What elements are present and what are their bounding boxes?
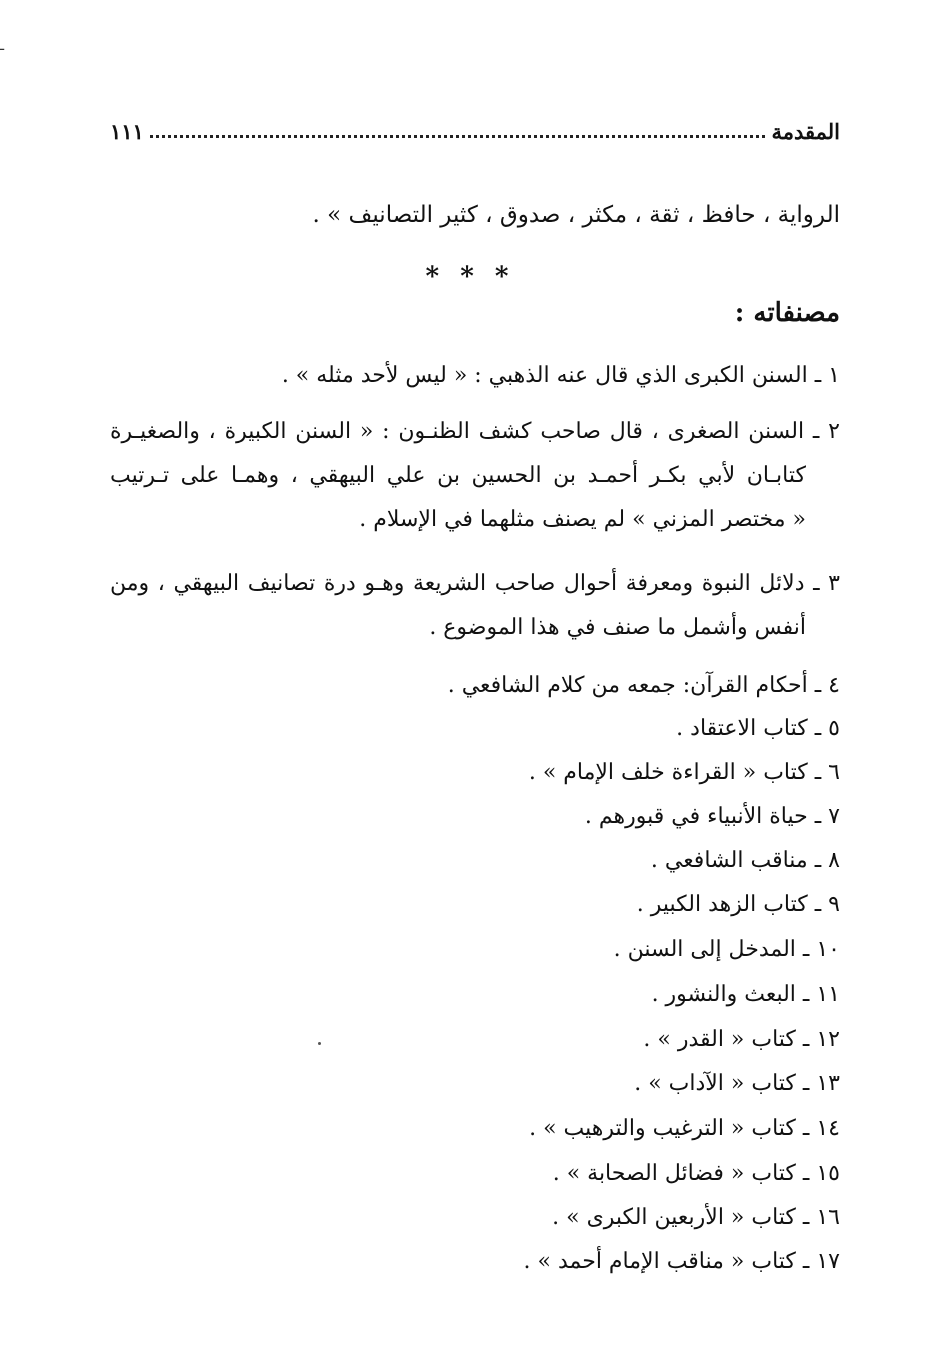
list-item xyxy=(110,562,840,650)
item-text: السنن الكبرى الذي قال عنه الذهبي : « ليس لأحد مثله » . xyxy=(281,363,808,388)
item-number: ١٢ ـ xyxy=(802,1027,840,1052)
item-number: ٦ ـ xyxy=(814,760,840,785)
item-text: كتاب « الآداب » . xyxy=(634,1071,796,1096)
corner-mark: ـ xyxy=(0,38,5,54)
item-text: المدخل إلى السنن . xyxy=(613,937,796,962)
item-number: ١٦ ـ xyxy=(802,1205,840,1230)
item-text: كتاب الزهد الكبير . xyxy=(636,892,808,917)
list-item xyxy=(643,1024,840,1056)
item-text: أحكام القرآن: جمعه من كلام الشافعي . xyxy=(447,673,808,698)
list-item xyxy=(553,1158,840,1190)
item-text: كتاب « فضائل الصحابة » . xyxy=(552,1161,796,1186)
intro-line: الرواية ، حافظ ، ثقة ، مكثر ، صدوق ، كثير التصانيف » . xyxy=(312,202,840,228)
item-text: كتاب « القدر » . xyxy=(643,1027,796,1052)
item-number: ١٣ ـ xyxy=(802,1071,840,1096)
scan-speck xyxy=(318,1042,321,1045)
item-number: ١١ ـ xyxy=(802,982,840,1007)
list-item xyxy=(585,801,840,833)
list-item xyxy=(652,979,840,1011)
item-number: ١٧ ـ xyxy=(802,1249,840,1274)
section-separator: * * * xyxy=(425,262,515,292)
item-text-continuation: « مختصر المزني » لم يصنف مثلهما في الإسلام . xyxy=(359,507,806,532)
item-number: ٧ ـ xyxy=(814,804,840,829)
header-title: المقدمة xyxy=(771,119,840,144)
item-text: حياة الأنبياء في قبورهم . xyxy=(584,804,808,829)
section-title: مصنفاته : xyxy=(734,298,840,328)
item-number: ٢ ـ xyxy=(812,419,840,444)
list-item xyxy=(614,934,840,966)
item-number: ٩ ـ xyxy=(814,892,840,917)
item-text: كتاب « القراءة خلف الإمام » . xyxy=(528,760,808,785)
item-number: ١٠ ـ xyxy=(802,937,840,962)
item-text: البعث والنشور . xyxy=(651,982,796,1007)
item-number: ١٥ ـ xyxy=(802,1161,840,1186)
item-number: ١ ـ xyxy=(814,363,840,388)
item-text: كتاب « الأربعين الكبرى » . xyxy=(552,1205,796,1230)
item-text: كتاب « الترغيب والترهيب » . xyxy=(529,1116,796,1141)
item-number: ٨ ـ xyxy=(814,848,840,873)
list-item xyxy=(282,360,840,392)
item-number: ٤ ـ xyxy=(814,673,840,698)
item-text: دلائل النبوة ومعرفة أحوال صاحب الشريعة وهـو درة تصانيف البيهقي ، ومن xyxy=(110,571,805,596)
list-item xyxy=(110,410,840,542)
item-text-continuation: أنفس وأشمل ما صنف في هذا الموضوع . xyxy=(429,615,806,640)
item-number: ١٤ ـ xyxy=(802,1116,840,1141)
list-item xyxy=(529,757,840,789)
list-item xyxy=(524,1246,840,1278)
item-text: السنن الصغرى ، قال صاحب كشف الظنـون : « السنن الكبيرة ، والصغيـرة xyxy=(110,419,805,444)
list-item xyxy=(529,1113,840,1145)
item-text: مناقب الشافعي . xyxy=(650,848,808,873)
list-item xyxy=(634,1068,840,1100)
list-item xyxy=(552,1202,840,1234)
item-number: ٥ ـ xyxy=(814,716,840,741)
running-header xyxy=(110,108,840,144)
item-number: ٣ ـ xyxy=(813,571,840,596)
list-item xyxy=(651,845,840,877)
header-dot-leader xyxy=(150,134,766,138)
list-item xyxy=(637,889,840,921)
item-text-continuation: كتابـان لأبي بكـر أحمـد بن الحسين بن علي البيهقي ، وهمـا على تـرتيب xyxy=(110,463,806,488)
item-text: كتاب « مناقب الإمام أحمد » . xyxy=(523,1249,796,1274)
item-text: كتاب الاعتقاد . xyxy=(676,716,808,741)
list-item xyxy=(448,670,840,702)
page-number: ١١١ xyxy=(110,119,144,144)
list-item xyxy=(676,713,840,745)
